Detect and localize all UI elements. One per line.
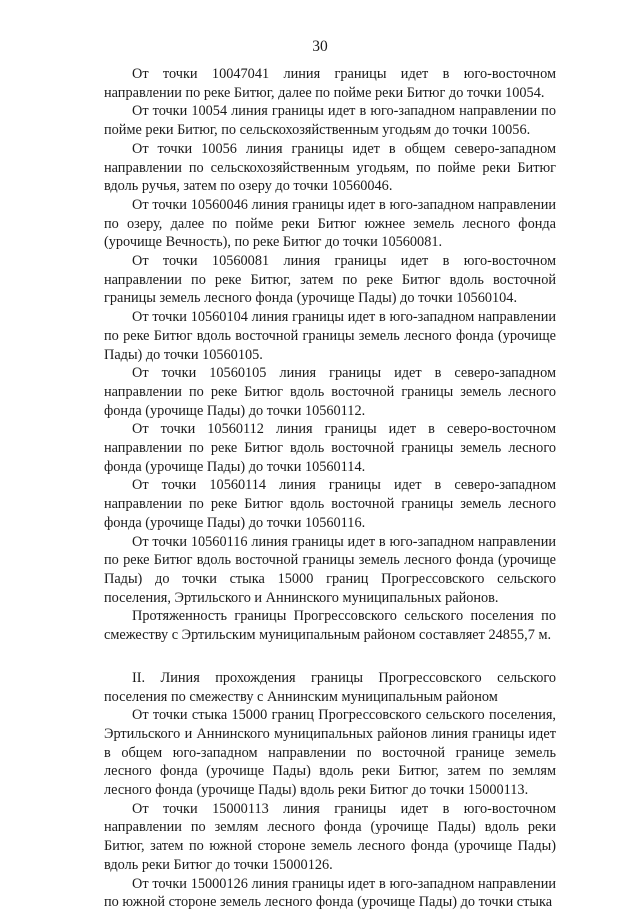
paragraph: От точки 15000113 линия границы идет в юго-восточном направлении по землям лесного фонда (урочище Пады) вдоль реки Битюг, затем по южной стороне земель лесного фонда (урочище Пады) вдоль реки Битюг до точки 15000126. xyxy=(104,800,556,873)
document-body xyxy=(104,65,556,912)
paragraph: От точки 10560046 линия границы идет в юго-западном направлении по озеру, далее по пойме реки Битюг южнее земель лесного фонда (урочище Вечность), по реке Битюг до точки 10560081. xyxy=(104,196,556,251)
paragraph: От точки 10560105 линия границы идет в северо-западном направлении по реке Битюг вдоль восточной границы земель лесного фонда (урочище Пады) до точки 10560112. xyxy=(104,365,556,419)
paragraph: От точки 10560114 линия границы идет в северо-западном направлении по реке Битюг вдоль восточной границы земель лесного фонда (урочище Пады) до точки 10560116. xyxy=(104,477,556,531)
page-number: 30 xyxy=(312,38,328,55)
section-heading: II. Линия прохождения границы Прогрессовского сельского поселения по смежеству с Аннинским муниципальным районом xyxy=(104,669,556,705)
paragraph: От точки стыка 15000 границ Прогрессовского сельского поселения, Эртильского и Аннинского муниципальных районов линия границы идет в общем юго-западном направлении по восточной границе земель лесного фонда (урочище Пады) вдоль реки Битюг, затем по землям лесного фонда (урочище Пады) вдоль реки Битюг до точки 15000113. xyxy=(104,707,556,799)
section-spacer xyxy=(104,645,556,669)
paragraph: От точки 10047041 линия границы идет в юго-восточном направлении по реке Битюг, далее по пойме реки Битюг до точки 10054. xyxy=(104,66,556,101)
paragraph: От точки 10560081 линия границы идет в юго-восточном направлении по реке Битюг, затем по реке Битюг вдоль восточной границы земель лесного фонда (урочище Пады) до точки 10560104. xyxy=(104,253,556,307)
paragraph: От точки 10056 линия границы идет в общем северо-западном направлении по сельскохозяйственным угодьям, по пойме реки Битюг вдоль ручья, затем по озеру до точки 10560046. xyxy=(104,140,556,195)
paragraph: От точки 15000126 линия границы идет в юго-западном направлении по южной стороне земель лесного фонда (урочище Пады) до точки стыка xyxy=(104,875,556,911)
paragraph: От точки 10054 линия границы идет в юго-западном направлении по пойме реки Битюг, по сельскохозяйственным угодьям до точки 10056. xyxy=(104,103,556,139)
paragraph: От точки 10560116 линия границы идет в юго-западном направлении по реке Битюг вдоль восточной границы земель лесного фонда (урочище Пады) до точки стыка 15000 границ Прогрессовского сельского поселения, Эртильского и Аннинского муниципальных районов. xyxy=(104,533,556,606)
paragraph: От точки 10560112 линия границы идет в северо-восточном направлении по реке Битюг вдоль восточной границы земель лесного фонда (урочище Пады) до точки 10560114. xyxy=(104,421,556,475)
paragraph: От точки 10560104 линия границы идет в юго-западном направлении по реке Битюг вдоль восточной границы земель лесного фонда (урочище Пады) до точки 10560105. xyxy=(104,309,556,363)
length-summary-paragraph: Протяженность границы Прогрессовского сельского поселения по смежеству с Эртильским муниципальным районом составляет 24855,7 м. xyxy=(104,608,556,644)
